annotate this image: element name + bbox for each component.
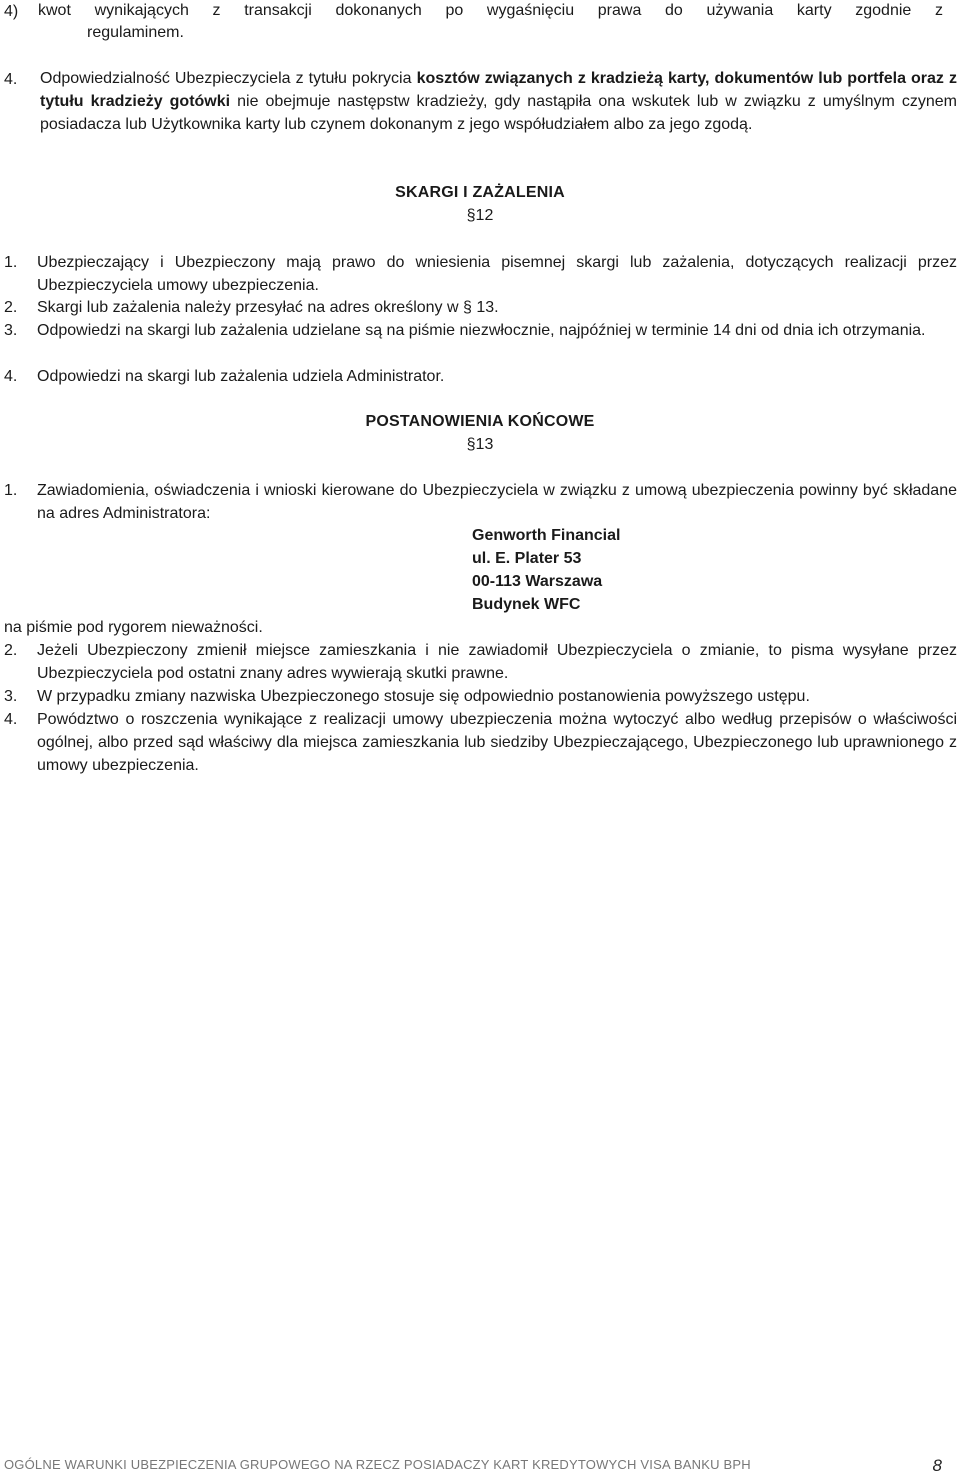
section-13-heading	[0, 410, 960, 456]
liability-text-start: Odpowiedzialność Ubezpieczyciela z tytułu pokrycia	[40, 70, 417, 87]
final-item-1: Zawiadomienia, oświadczenia i wnioski kierowane do Ubezpieczyciela w związku z umową ubezpieczenia powinny być składane na adres Administratora:	[37, 482, 957, 522]
address-city: 00-113 Warszawa	[472, 573, 603, 590]
liability-clause	[40, 67, 957, 136]
complaints-item-2: Skargi lub zażalenia należy przesyłać na adres określony w § 13.	[37, 299, 499, 316]
page-footer: OGÓLNE WARUNKI UBEZPIECZENIA GRUPOWEGO NA RZECZ POSIADACZY KART KREDYTOWYCH VISA BANKU BPH	[4, 1457, 751, 1472]
item-number: 4.	[4, 368, 18, 385]
final-item-4: Powództwo o roszczenia wynikające z realizacji umowy ubezpieczenia można wytoczyć albo według przepisów o właściwości ogólnej, albo przed sąd właściwy dla miejsca zamieszkania lub siedziby Ubezpieczającego, Ubezpieczonego lub uprawnionego z umowy ubezpieczenia.	[37, 711, 957, 774]
complaints-item-4: Odpowiedzi na skargi lub zażalenia udziela Administrator.	[37, 368, 445, 385]
liability-text-bold: kosztów związanych z kradzieżą karty, dokumentów lub portfela oraz z tytułu kradzieży gotówki	[40, 70, 957, 110]
section-13-title: POSTANOWIENIA KOŃCOWE	[365, 413, 595, 430]
item-number: 4.	[4, 711, 18, 728]
item-number: 2.	[4, 299, 18, 316]
item-number: 4)	[4, 3, 19, 20]
item-number: 1.	[4, 254, 18, 271]
item-number: 3.	[4, 688, 18, 705]
top-item-line2: regulaminem.	[87, 24, 184, 41]
address-building: Budynek WFC	[472, 596, 581, 613]
address-note: na piśmie pod rygorem nieważności.	[4, 619, 263, 636]
top-item-line1: kwot wynikających z transakcji dokonanych po wygaśnięciu prawa do używania karty zgodnie z	[38, 2, 943, 19]
section-12-paragraph-number: §12	[466, 207, 494, 224]
item-number: 3.	[4, 322, 18, 339]
section-12-heading	[0, 181, 960, 227]
section-12-title: SKARGI I ZAŻALENIA	[395, 184, 565, 201]
item-number: 1.	[4, 482, 18, 499]
final-item-3: W przypadku zmiany nazwiska Ubezpieczonego stosuje się odpowiednio postanowienia powyższego ustępu.	[37, 688, 810, 705]
item-number: 4.	[4, 71, 18, 88]
page-number: 8	[932, 1456, 942, 1475]
liability-text-end: nie obejmuje następstw kradzieży, gdy nastąpiła ona wskutek lub w związku z umyślnym czynem posiadacza lub Użytkownika karty lub czynem dokonanym z jego współudziałem albo za jego zgodą.	[40, 93, 957, 133]
item-number: 2.	[4, 642, 18, 659]
final-item-2: Jeżeli Ubezpieczony zmienił miejsce zamieszkania i nie zawiadomił Ubezpieczyciela o zmianie, to pisma wysyłane przez Ubezpieczyciela pod ostatni znany adres wywierają skutki prawne.	[37, 642, 957, 682]
address-company: Genworth Financial	[472, 527, 621, 544]
complaints-item-1: Ubezpieczający i Ubezpieczony mają prawo do wniesienia pisemnej skargi lub zażalenia, dotyczących realizacji przez Ubezpieczyciela umowy ubezpieczenia.	[37, 254, 957, 294]
section-13-paragraph-number: §13	[466, 436, 494, 453]
address-street: ul. E. Plater 53	[472, 550, 582, 567]
complaints-item-3: Odpowiedzi na skargi lub zażalenia udzielane są na piśmie niezwłocznie, najpóźniej w terminie 14 dni od dnia ich otrzymania.	[37, 322, 926, 339]
